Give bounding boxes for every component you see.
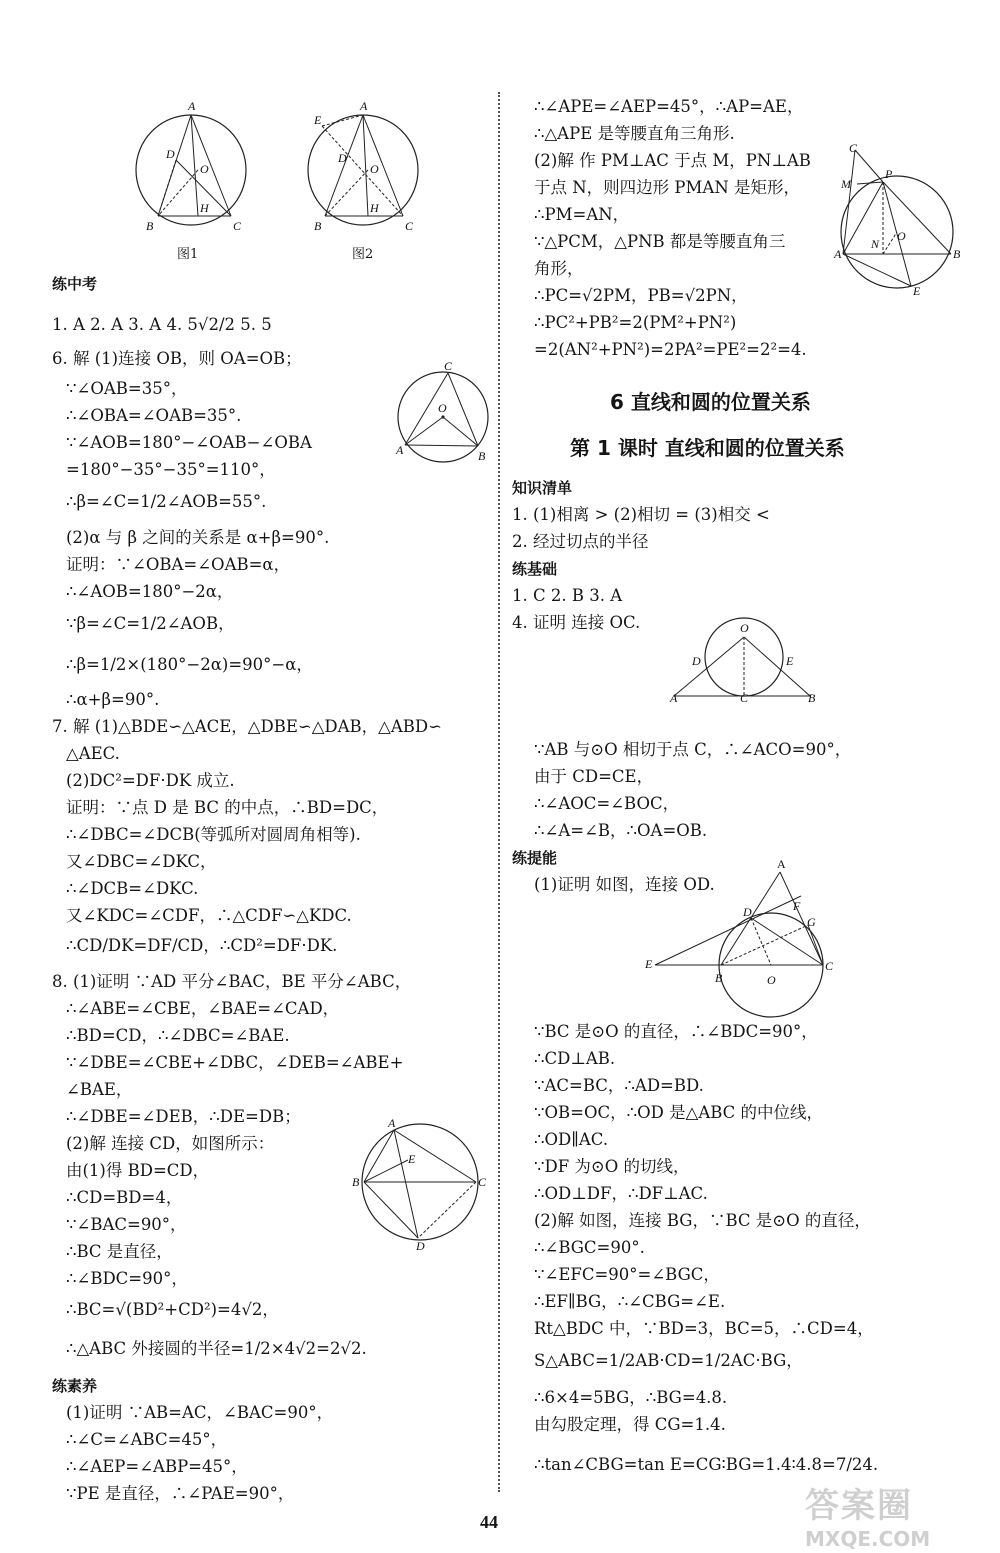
text-line: △AEC. — [66, 744, 120, 763]
watermark-url: MXQE.COM — [805, 1527, 931, 1551]
text-line: ∵DF 为⊙O 的切线， — [534, 1157, 690, 1176]
text-line: ∴tan∠CBG=tan E=CG∶BG=1.4∶4.8=7/24. — [534, 1455, 879, 1474]
text-line: 4. 证明 连接 OC. — [512, 613, 641, 632]
svg-text:B: B — [715, 971, 723, 985]
figure-q4 — [660, 610, 830, 705]
svg-text:H: H — [200, 201, 209, 215]
svg-text:C: C — [233, 219, 242, 233]
text-line: ∵∠AOB=180°−∠OAB−∠OBA — [66, 433, 312, 452]
svg-text:D: D — [166, 147, 175, 161]
section-heading: 6 直线和圆的位置关系 — [610, 390, 811, 414]
text-line: ∴PM=AN， — [534, 205, 630, 224]
text-line: 1. A 2. A 3. A 4. 5√2/2 5. 5 — [52, 315, 272, 334]
svg-text:C: C — [740, 691, 749, 705]
svg-text:A: A — [388, 1116, 396, 1130]
figure-1 — [128, 98, 258, 258]
text-line: 7. 解 (1)△BDE∽△ACE，△DBE∽△DAB，△ABD∽ — [52, 717, 442, 736]
svg-text:B: B — [314, 219, 322, 233]
text-line: =180°−35°−35°=110°， — [66, 460, 276, 479]
text-line: ∴△ABC 外接圆的半径=1/2×4√2=2√2. — [66, 1339, 367, 1358]
svg-text:B: B — [808, 691, 816, 705]
text-line: ∴BD=CD，∴∠DBC=∠BAE. — [66, 1026, 290, 1045]
text-line: ∴EF∥BG，∴∠CBG=∠E. — [534, 1292, 726, 1311]
text-line: 证明：∵点 D 是 BC 的中点，∴BD=DC， — [66, 798, 389, 817]
section-heading: 第 1 课时 直线和圆的位置关系 — [570, 436, 845, 460]
svg-text:H: H — [370, 201, 379, 215]
section-heading: 练提能 — [512, 849, 558, 867]
text-line: ∵∠BAC=90°， — [66, 1215, 187, 1234]
text-line: ∴∠A=∠B，∴OA=OB. — [534, 821, 708, 840]
text-line: ∴∠AOC=∠BOC， — [534, 794, 680, 813]
text-line: ∵△PCM，△PNB 都是等腰直角三 — [534, 232, 786, 251]
section-heading: 知识清单 — [512, 479, 573, 497]
svg-text:A: A — [834, 247, 842, 261]
text-line: ∵OB=OC，∴OD 是△ABC 的中位线， — [534, 1103, 824, 1122]
svg-text:E: E — [408, 1152, 416, 1166]
text-line: ∵∠DBE=∠CBE+∠DBC，∠DEB=∠ABE+ — [66, 1053, 404, 1072]
svg-text:D: D — [338, 151, 347, 165]
text-line: S△ABC=1/2AB·CD=1/2AC·BG， — [534, 1351, 803, 1370]
svg-text:B: B — [478, 449, 486, 463]
text-line: ∴∠DBC=∠DCB(等弧所对圆周角相等). — [66, 825, 361, 844]
text-line: ∴CD⊥AB. — [534, 1049, 616, 1068]
text-line: (2)DC²=DF·DK 成立. — [66, 771, 235, 790]
text-line: 2. 经过切点的半径 — [512, 532, 649, 551]
text-line: ∴α+β=90°. — [66, 690, 160, 709]
figure-2-caption: 图2 — [352, 247, 374, 262]
text-line: ∵∠OAB=35°， — [66, 379, 188, 398]
svg-text:B: B — [953, 247, 961, 261]
svg-text:B: B — [352, 1175, 360, 1189]
svg-text:N: N — [871, 237, 880, 251]
section-heading: 练素养 — [52, 1377, 98, 1395]
text-line: ∴CD=BD=4， — [66, 1188, 183, 1207]
figure-2 — [300, 98, 430, 258]
svg-text:O: O — [767, 973, 776, 987]
svg-text:B: B — [146, 219, 154, 233]
svg-text:O: O — [370, 162, 379, 176]
text-line: (1)证明 ∵AB=AC，∠BAC=90°， — [66, 1403, 334, 1422]
text-line: ∴∠DBE=∠DEB，∴DE=DB； — [66, 1107, 301, 1126]
column-divider — [498, 92, 500, 1492]
svg-text:A: A — [777, 857, 786, 871]
svg-text:C: C — [825, 959, 834, 973]
svg-text:D: D — [743, 905, 752, 919]
text-line: ∴∠BGC=90°. — [534, 1238, 645, 1257]
text-line: 证明：∵∠OBA=∠OAB=α， — [66, 555, 291, 574]
text-line: ∴∠C=∠ABC=45°， — [66, 1430, 228, 1449]
text-line: (2)解 如图，连接 BG，∵BC 是⊙O 的直径， — [534, 1211, 871, 1230]
text-line: ∵∠EFC=90°=∠BGC， — [534, 1265, 720, 1284]
text-line: (2)解 连接 CD，如图所示： — [66, 1134, 275, 1153]
svg-text:C: C — [444, 359, 453, 373]
section-heading: 练基础 — [512, 560, 558, 578]
svg-text:O: O — [438, 401, 447, 415]
text-line: ∴∠BDC=90°， — [66, 1269, 188, 1288]
svg-text:D: D — [416, 1239, 425, 1253]
text-line: ∴∠DCB=∠DKC. — [66, 879, 199, 898]
text-line: (1)证明 如图，连接 OD. — [534, 875, 715, 894]
svg-text:A: A — [670, 691, 678, 705]
text-line: ∵β=∠C=1/2∠AOB， — [66, 614, 235, 633]
svg-text:O: O — [200, 162, 209, 176]
text-line: ∴β=∠C=1/2∠AOB=55°. — [66, 492, 267, 511]
text-line: 又∠DBC=∠DKC， — [66, 852, 217, 871]
svg-text:A: A — [360, 99, 368, 113]
text-line: ∴∠AOB=180°−2α， — [66, 582, 234, 601]
svg-text:E: E — [645, 957, 653, 971]
svg-text:P: P — [885, 167, 893, 181]
text-line: ∴BC 是直径， — [66, 1242, 173, 1261]
text-line: ∴∠APE=∠AEP=45°，∴AP=AE， — [534, 97, 804, 116]
text-line: 1. C 2. B 3. A — [512, 586, 623, 605]
svg-text:E: E — [786, 654, 794, 668]
text-line: 6. 解 (1)连接 OB，则 OA=OB； — [52, 349, 302, 368]
text-line: ∴BC=√(BD²+CD²)=4√2， — [66, 1300, 279, 1319]
text-line: ∴△APE 是等腰直角三角形. — [534, 124, 735, 143]
text-line: ∴OD∥AC. — [534, 1130, 609, 1149]
svg-text:F: F — [793, 899, 801, 913]
text-line: ∴β=1/2×(180°−2α)=90°−α， — [66, 655, 313, 674]
text-line: ∴PC²+PB²=2(PM²+PN²) — [534, 313, 737, 332]
svg-text:E: E — [314, 113, 322, 127]
svg-text:O: O — [897, 229, 906, 243]
text-line: ∴PC=√2PM，PB=√2PN， — [534, 286, 748, 305]
text-line: 又∠KDC=∠CDF，∴△CDF∽△KDC. — [66, 906, 352, 925]
text-line: 8. (1)证明 ∵AD 平分∠BAC，BE 平分∠ABC， — [52, 972, 412, 991]
text-line: Rt△BDC 中，∵BD=3，BC=5，∴CD=4， — [534, 1319, 874, 1338]
figure-pman — [835, 140, 975, 300]
text-line: 角形， — [534, 259, 584, 278]
text-line: (2)解 作 PM⊥AC 于点 M，PN⊥AB — [534, 151, 811, 170]
text-line: ∴CD/DK=DF/CD，∴CD²=DF·DK. — [66, 936, 338, 955]
svg-text:E: E — [913, 284, 921, 298]
watermark-logo: 答案圈 — [805, 1486, 913, 1526]
svg-text:C: C — [405, 219, 414, 233]
section-heading: 练中考 — [52, 275, 98, 293]
svg-text:A: A — [188, 99, 196, 113]
text-line: ∴6×4=5BG，∴BG=4.8. — [534, 1388, 728, 1407]
svg-text:O: O — [740, 621, 749, 635]
text-line: 1. (1)相离 > (2)相切 = (3)相交 < — [512, 505, 770, 524]
svg-text:G: G — [807, 915, 816, 929]
text-line: ∴OD⊥DF，∴DF⊥AC. — [534, 1184, 708, 1203]
text-line: ∵AC=BC，∴AD=BD. — [534, 1076, 704, 1095]
text-line: 于点 N，则四边形 PMAN 是矩形， — [534, 178, 801, 197]
svg-text:C: C — [478, 1175, 487, 1189]
figure-q8 — [348, 1115, 493, 1255]
text-line: ∠BAE， — [66, 1080, 133, 1099]
text-line: 由(1)得 BD=CD， — [66, 1161, 210, 1180]
text-line: ∴∠AEP=∠ABP=45°， — [66, 1457, 248, 1476]
text-line: ∵AB 与⊙O 相切于点 C，∴∠ACO=90°， — [534, 740, 852, 759]
text-line: 由于 CD=CE， — [534, 767, 654, 786]
text-line: ∵BC 是⊙O 的直径，∴∠BDC=90°， — [534, 1022, 818, 1041]
page-number: 44 — [480, 1512, 498, 1532]
text-line: =2(AN²+PN²)=2PA²=PE²=2²=4. — [534, 340, 807, 359]
text-line: ∵PE 是直径，∴∠PAE=90°， — [66, 1484, 295, 1503]
svg-text:C: C — [849, 141, 858, 155]
text-line: (2)α 与 β 之间的关系是 α+β=90°. — [66, 528, 330, 547]
watermark — [805, 1478, 990, 1551]
text-line: 由勾股定理，得 CG=1.4. — [534, 1415, 726, 1434]
figure-1-caption: 图1 — [177, 247, 199, 262]
text-line: ∴∠ABE=∠CBE，∠BAE=∠CAD， — [66, 999, 340, 1018]
svg-text:D: D — [692, 654, 701, 668]
svg-text:M: M — [841, 177, 851, 191]
text-line: ∴∠OBA=∠OAB=35°. — [66, 406, 242, 425]
figure-q6 — [390, 359, 500, 470]
svg-text:A: A — [396, 443, 404, 457]
